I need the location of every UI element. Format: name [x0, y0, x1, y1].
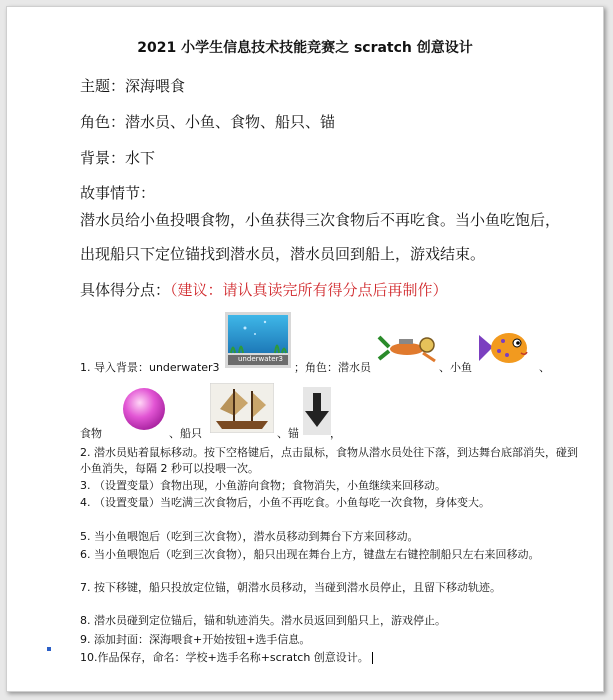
item-3: 3. （设置变量）食物出现，小鱼游向食物；食物消失，小鱼继续来回移动。	[80, 479, 446, 492]
anchor-sprite-image	[303, 387, 331, 435]
item-10-text: 10.作品保存，命名：学校+选手名称+scratch 创意设计。	[80, 651, 369, 664]
food-sprite-image	[119, 385, 169, 433]
item-1-prefix: 1. 导入背景：underwater3	[80, 361, 220, 374]
diver-sprite-image	[377, 329, 439, 369]
item-4: 4. （设置变量）当吃满三次食物后，小鱼不再吃食。小鱼每吃一次食物，身体变大。	[80, 496, 490, 509]
item-1-food-label: 食物	[80, 427, 102, 440]
item-8: 8. 潜水员碰到定位锚后，锚和轨迹消失。潜水员返回到船只上，游戏停止。	[80, 614, 446, 627]
document-title: 2021 小学生信息技术技能竞赛之 scratch 创意设计	[137, 40, 473, 56]
document-page	[6, 6, 604, 692]
margin-mark	[47, 647, 51, 651]
scoring-heading	[80, 279, 448, 300]
background-line: 背景：水下	[80, 149, 156, 167]
item-1-fish-label: 、小鱼	[439, 361, 472, 374]
scoring-note: （建议：请认真读完所有得分点后再制作）	[170, 281, 448, 299]
item-2: 2. 潜水员贴着鼠标移动。按下空格键后，点击鼠标，食物从潜水员处往下落，到达舞台底部消失，碰到小鱼消失，每隔 2 秒可以投喂一次。	[80, 446, 578, 475]
item-5: 5. 当小鱼喂饱后（吃到三次食物），潜水员移动到舞台下方来回移动。	[80, 530, 419, 543]
scoring-heading-label: 具体得分点：	[80, 281, 171, 299]
text-cursor	[372, 652, 373, 664]
item-7: 7. 按下移键，船只投放定位锚，朝潜水员移动，当碰到潜水员停止，且留下移动轨迹。	[80, 581, 501, 594]
fish-sprite-image	[475, 325, 533, 371]
item-10	[80, 650, 580, 666]
underwater-caption: underwater3	[238, 355, 283, 363]
theme-line: 主题：深海喂食	[80, 77, 186, 95]
story-heading: 故事情节：	[80, 184, 156, 202]
item-6: 6. 当小鱼喂饱后（吃到三次食物），船只出现在舞台上方，键盘左右键控制船只左右来回移动。	[80, 548, 540, 561]
item-1-roles-sep: ；角色：潜水员	[294, 361, 371, 374]
ship-sprite-image	[210, 383, 274, 433]
item-9: 9. 添加封面：深海喂食+开始按钮+选手信息。	[80, 633, 311, 646]
item-1-ship-label: 、船只	[169, 427, 202, 440]
story-paragraph: 潜水员给小鱼投喂食物，小鱼获得三次食物后不再吃食。当小鱼吃饱后，出现船只下定位锚找到潜水员，潜水员回到船上，游戏结束。	[80, 211, 561, 263]
item-1-comma1: 、	[539, 361, 550, 374]
roles-line: 角色：潜水员、小鱼、食物、船只、锚	[80, 113, 336, 131]
item-1-anchor-label: 、锚	[277, 427, 299, 440]
item-1-comma2: ，	[330, 427, 341, 440]
